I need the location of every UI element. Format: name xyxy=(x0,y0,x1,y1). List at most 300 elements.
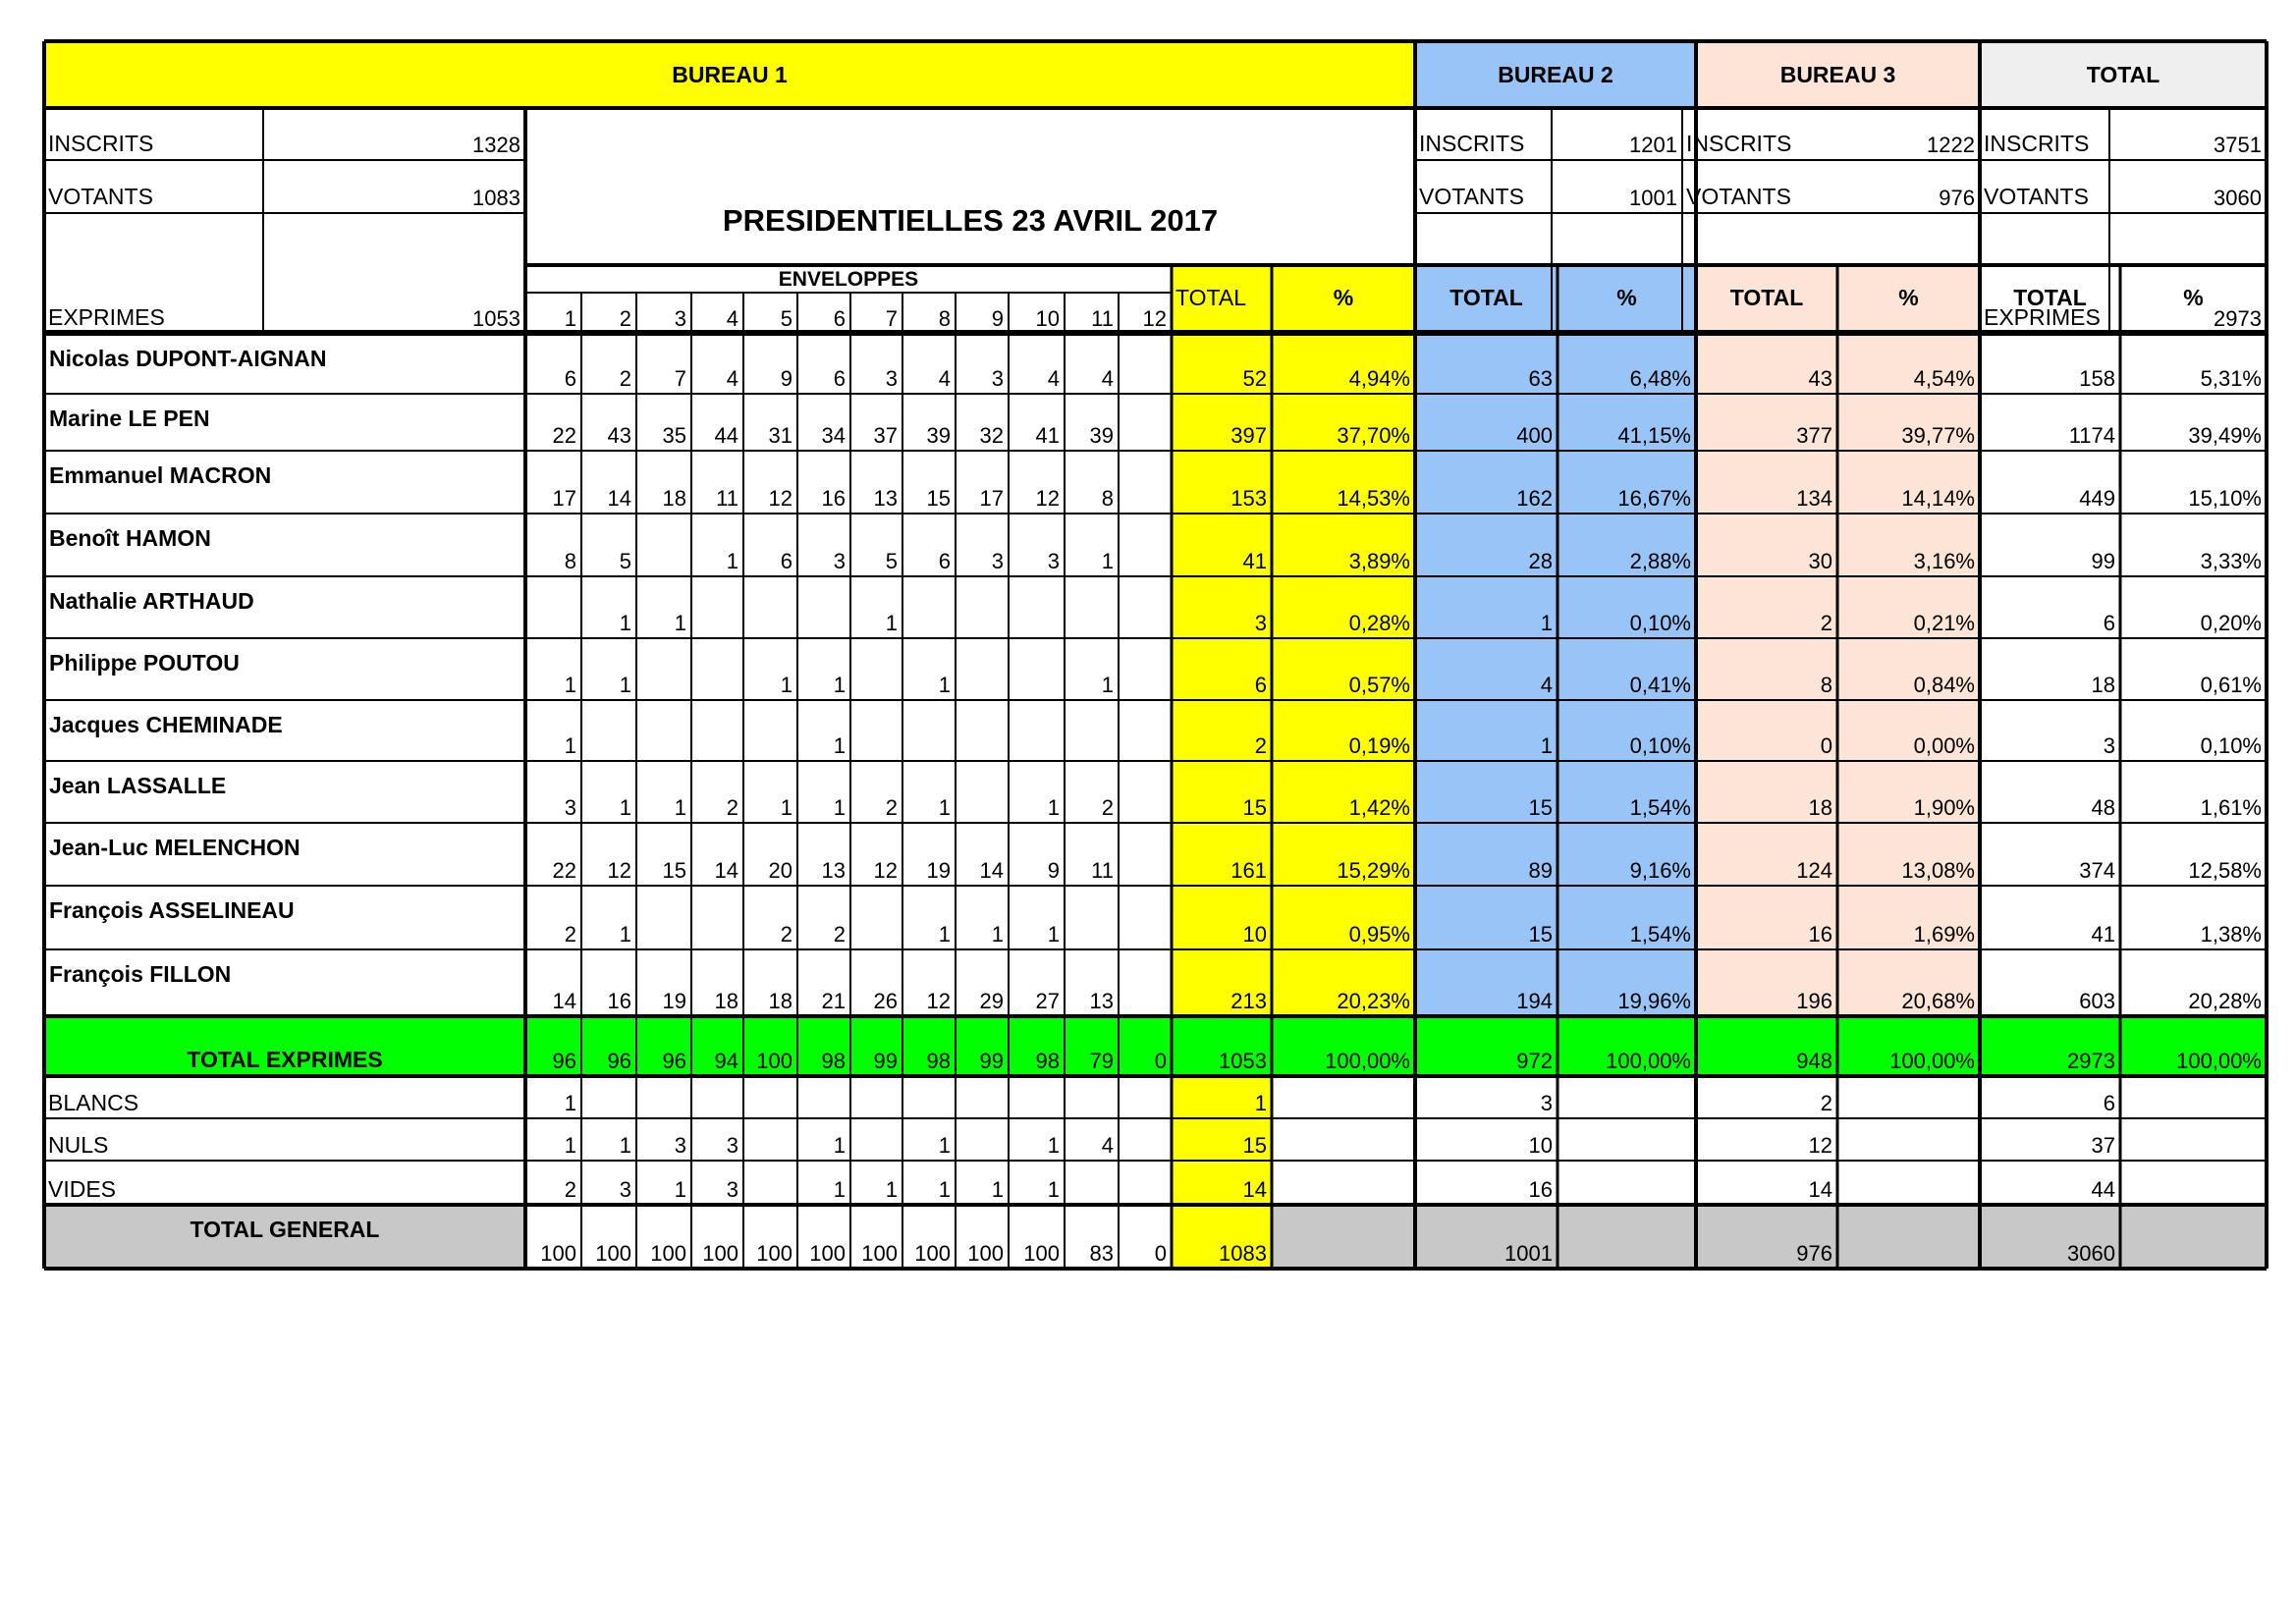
envelope-count xyxy=(743,1118,797,1161)
envelope-count: 1 xyxy=(1101,549,1114,573)
total-cell: 43 xyxy=(1696,334,1837,394)
envelope-count: 1 xyxy=(619,611,631,635)
total-cell: 1083 xyxy=(1172,1205,1272,1269)
envelope-count xyxy=(636,638,691,700)
total-cell: 8 xyxy=(1696,638,1837,700)
envelope-count: 12 xyxy=(768,486,793,511)
percent-cell: 41,15% xyxy=(1558,394,1696,451)
envelope-count: 39 xyxy=(926,423,951,448)
envelope-count xyxy=(1009,700,1065,761)
total-cell: 196 xyxy=(1696,949,1837,1016)
envelope-count: 19 xyxy=(926,858,951,883)
total-cell: 15 xyxy=(1415,886,1558,949)
candidate-name: Philippe POUTOU xyxy=(49,650,240,676)
percent-cell: 20,23% xyxy=(1272,949,1415,1016)
percent-cell: 0,28% xyxy=(1272,576,1415,638)
envelope-count: 31 xyxy=(768,423,793,448)
total-cell: 15 xyxy=(1172,761,1272,823)
percent-cell: 100,00% xyxy=(1558,1016,1696,1076)
percent-cell xyxy=(1558,1118,1696,1161)
percent-cell: 1,54% xyxy=(1558,761,1696,823)
total-cell: 28 xyxy=(1415,514,1558,576)
envelope-count: 3 xyxy=(726,1177,738,1202)
envelope-count: 19 xyxy=(662,989,686,1013)
envelope-count: 26 xyxy=(873,989,898,1013)
percent-cell: 0,61% xyxy=(2200,673,2262,697)
envelope-count: 99 xyxy=(850,1016,902,1076)
total-cell: 213 xyxy=(1172,949,1272,1016)
envelope-count: 100 xyxy=(809,1241,846,1266)
total-cell: 449 xyxy=(2079,486,2115,511)
envelope-count xyxy=(956,700,1009,761)
envelope-count: 15 xyxy=(662,858,686,883)
envelope-count: 4 xyxy=(726,366,738,391)
envelope-count: 14 xyxy=(979,858,1004,883)
percent-cell xyxy=(2120,1076,2267,1118)
candidate-name: François FILLON xyxy=(49,961,232,987)
percent-cell: 6,48% xyxy=(1558,334,1696,394)
envelope-count: 100 xyxy=(861,1241,898,1266)
total-cell: 15 xyxy=(1415,761,1558,823)
envelope-count xyxy=(902,576,956,638)
percent-column-header: % xyxy=(2183,285,2204,310)
total-cell: 16 xyxy=(1696,886,1837,949)
stat-label: VOTANTS xyxy=(1984,184,2089,209)
total-cell: 603 xyxy=(2079,989,2115,1013)
percent-cell: 0,95% xyxy=(1272,886,1415,949)
envelope-count xyxy=(850,1076,902,1118)
envelope-count xyxy=(902,700,956,761)
envelope-count: 1 xyxy=(938,1177,951,1202)
envelope-count: 2 xyxy=(564,922,576,947)
stat-value: 1001 xyxy=(1629,186,1677,210)
envelope-count: 1 xyxy=(1047,1133,1060,1158)
envelope-count: 16 xyxy=(821,486,846,511)
envelope-count: 39 xyxy=(1089,423,1114,448)
stat-label: VOTANTS xyxy=(1686,184,1791,209)
envelope-count: 6 xyxy=(938,549,951,573)
envelope-count: 17 xyxy=(552,486,576,511)
envelope-count: 32 xyxy=(979,423,1004,448)
envelope-count xyxy=(956,576,1009,638)
stat-value: 2973 xyxy=(2214,306,2262,331)
envelope-count: 1 xyxy=(938,1133,951,1158)
envelope-count xyxy=(691,576,743,638)
envelope-count: 9 xyxy=(780,366,793,391)
bureau-2-header: BUREAU 2 xyxy=(1415,41,1696,108)
envelope-count: 100 xyxy=(756,1241,793,1266)
percent-cell: 100,00% xyxy=(2120,1016,2267,1076)
envelope-count: 1 xyxy=(991,1177,1004,1202)
total-cell: 161 xyxy=(1172,823,1272,886)
row-label: VIDES xyxy=(48,1176,117,1202)
envelope-count xyxy=(1119,394,1172,451)
envelope-count: 100 xyxy=(967,1241,1004,1266)
total-cell: 976 xyxy=(1696,1205,1837,1269)
envelope-number: 11 xyxy=(1091,306,1114,331)
total-column-header: TOTAL xyxy=(1172,267,1272,334)
total-cell: 1 xyxy=(1415,700,1558,761)
envelope-count: 100 xyxy=(702,1241,738,1266)
total-cell: 16 xyxy=(1415,1161,1558,1205)
total-cell: 18 xyxy=(2091,673,2115,697)
percent-cell: 1,38% xyxy=(2200,922,2262,947)
envelope-count: 16 xyxy=(607,989,631,1013)
envelope-count xyxy=(956,1118,1009,1161)
envelope-count: 1 xyxy=(674,611,686,635)
percent-cell: 1,42% xyxy=(1272,761,1415,823)
envelope-count: 3 xyxy=(619,1177,631,1202)
envelope-count: 1 xyxy=(885,611,898,635)
stat-label: EXPRIMES xyxy=(1984,304,2101,330)
percent-cell xyxy=(1837,1076,1980,1118)
candidate-name: Nicolas DUPONT-AIGNAN xyxy=(49,346,327,371)
percent-cell xyxy=(1272,1118,1415,1161)
envelope-count: 100 xyxy=(595,1241,631,1266)
envelope-count: 100 xyxy=(743,1016,797,1076)
envelope-count xyxy=(1119,638,1172,700)
envelope-count: 96 xyxy=(581,1016,636,1076)
envelope-count xyxy=(1009,1076,1065,1118)
envelope-count: 5 xyxy=(885,549,898,573)
stat-value: 3751 xyxy=(2214,133,2262,157)
envelope-number: 5 xyxy=(780,306,793,331)
envelope-count: 4 xyxy=(938,366,951,391)
envelope-count: 34 xyxy=(821,423,846,448)
envelope-count: 6 xyxy=(564,366,576,391)
envelope-count: 1 xyxy=(780,795,793,820)
total-cell: 397 xyxy=(1172,394,1272,451)
envelope-count: 98 xyxy=(1009,1016,1065,1076)
envelope-count: 1 xyxy=(833,795,846,820)
envelope-count: 18 xyxy=(768,989,793,1013)
envelope-count xyxy=(743,576,797,638)
percent-cell: 0,00% xyxy=(1837,700,1980,761)
candidate-name: Emmanuel MACRON xyxy=(49,462,272,488)
envelope-count xyxy=(1009,576,1065,638)
total-cell: 6 xyxy=(2103,1091,2115,1115)
percent-cell: 9,16% xyxy=(1558,823,1696,886)
envelope-count: 44 xyxy=(714,423,738,448)
stat-label: INSCRITS xyxy=(1419,131,1525,156)
percent-cell: 16,67% xyxy=(1558,451,1696,514)
percent-cell: 3,89% xyxy=(1272,514,1415,576)
envelope-count xyxy=(797,576,850,638)
envelope-count: 5 xyxy=(619,549,631,573)
envelope-count: 11 xyxy=(1091,858,1114,883)
envelope-count xyxy=(1119,1076,1172,1118)
total-cell: 52 xyxy=(1172,334,1272,394)
total-cell: 194 xyxy=(1415,949,1558,1016)
stat-value: 1201 xyxy=(1629,133,1677,157)
envelope-count: 1 xyxy=(938,673,951,697)
envelope-count xyxy=(1119,576,1172,638)
candidate-name: François ASSELINEAU xyxy=(49,897,295,923)
envelope-count: 1 xyxy=(674,1177,686,1202)
percent-cell: 19,96% xyxy=(1558,949,1696,1016)
percent-column-header: % xyxy=(1272,267,1415,334)
envelope-count xyxy=(636,700,691,761)
total-cell: 41 xyxy=(1172,514,1272,576)
envelope-count xyxy=(636,886,691,949)
row-label: NULS xyxy=(48,1132,109,1158)
envelope-count: 6 xyxy=(833,366,846,391)
envelope-count: 1 xyxy=(938,922,951,947)
envelope-count: 2 xyxy=(885,795,898,820)
bureau-1-header: BUREAU 1 xyxy=(44,41,1415,108)
envelope-number: 2 xyxy=(619,306,631,331)
total-cell: 3060 xyxy=(1980,1205,2120,1269)
envelope-count: 1 xyxy=(885,1177,898,1202)
envelope-count: 37 xyxy=(873,423,898,448)
total-cell: 153 xyxy=(1172,451,1272,514)
total-column-header: TOTAL xyxy=(2013,285,2087,310)
total-cell: 37 xyxy=(2091,1133,2115,1158)
percent-cell: 13,08% xyxy=(1837,823,1980,886)
percent-cell: 20,28% xyxy=(2188,989,2262,1013)
total-header: TOTAL xyxy=(1980,41,2267,108)
candidate-name: Marine LE PEN xyxy=(49,406,210,431)
total-cell: 1174 xyxy=(2068,423,2115,448)
envelope-count: 18 xyxy=(662,486,686,511)
percent-cell: 0,10% xyxy=(2200,733,2262,758)
total-cell: 162 xyxy=(1415,451,1558,514)
envelope-count: 27 xyxy=(1035,989,1060,1013)
envelope-count xyxy=(1119,1161,1172,1205)
total-cell: 4 xyxy=(1415,638,1558,700)
percent-cell xyxy=(1558,1161,1696,1205)
total-cell: 14 xyxy=(1172,1161,1272,1205)
envelope-count: 3 xyxy=(564,795,576,820)
total-cell: 374 xyxy=(2079,858,2115,883)
percent-cell xyxy=(2120,1161,2267,1205)
stat-value: 1328 xyxy=(472,133,520,157)
percent-cell: 39,49% xyxy=(2188,423,2262,448)
stat-label: INSCRITS xyxy=(48,131,154,156)
total-cell: 972 xyxy=(1415,1016,1558,1076)
percent-cell: 15,29% xyxy=(1272,823,1415,886)
total-cell: 41 xyxy=(2091,922,2115,947)
envelope-count: 4 xyxy=(1047,366,1060,391)
percent-cell xyxy=(1272,1161,1415,1205)
envelope-count: 94 xyxy=(691,1016,743,1076)
percent-cell: 3,33% xyxy=(2200,549,2262,573)
total-cell: 3 xyxy=(1172,576,1272,638)
envelope-count: 12 xyxy=(926,989,951,1013)
envelope-count: 98 xyxy=(797,1016,850,1076)
envelope-count: 35 xyxy=(662,423,686,448)
envelope-count: 83 xyxy=(1089,1241,1114,1266)
percent-column-header: % xyxy=(1837,267,1980,334)
envelope-count: 17 xyxy=(979,486,1004,511)
total-cell: 2 xyxy=(1172,700,1272,761)
envelope-count xyxy=(956,638,1009,700)
envelope-count: 1 xyxy=(1047,1177,1060,1202)
percent-cell: 0,41% xyxy=(1558,638,1696,700)
percent-cell: 4,54% xyxy=(1837,334,1980,394)
envelope-count xyxy=(1119,823,1172,886)
stat-label: EXPRIMES xyxy=(48,304,165,330)
envelope-count: 12 xyxy=(873,858,898,883)
percent-cell: 14,14% xyxy=(1837,451,1980,514)
total-cell: 158 xyxy=(2079,366,2115,391)
envelope-count xyxy=(1119,514,1172,576)
envelope-count: 1 xyxy=(726,549,738,573)
envelope-count: 8 xyxy=(564,549,576,573)
envelope-count xyxy=(1119,334,1172,394)
envelope-count: 1 xyxy=(619,1133,631,1158)
envelope-count: 1 xyxy=(564,1091,576,1115)
total-cell: 1053 xyxy=(1172,1016,1272,1076)
envelope-count xyxy=(797,1076,850,1118)
percent-cell: 100,00% xyxy=(1272,1016,1415,1076)
envelope-count: 12 xyxy=(607,858,631,883)
envelope-count xyxy=(636,514,691,576)
total-cell: 48 xyxy=(2091,795,2115,820)
envelope-count xyxy=(581,1076,636,1118)
total-exprimes-label: TOTAL EXPRIMES xyxy=(44,1016,525,1076)
total-cell: 10 xyxy=(1415,1118,1558,1161)
envelope-number: 6 xyxy=(833,306,846,331)
envelope-count: 1 xyxy=(1047,922,1060,947)
envelope-count: 2 xyxy=(564,1177,576,1202)
total-cell: 1001 xyxy=(1415,1205,1558,1269)
envelope-count xyxy=(691,1076,743,1118)
envelope-count: 7 xyxy=(674,366,686,391)
envelope-count: 100 xyxy=(650,1241,686,1266)
percent-cell: 0,10% xyxy=(1558,576,1696,638)
envelope-count: 0 xyxy=(1154,1241,1167,1266)
envelope-count: 98 xyxy=(902,1016,956,1076)
total-cell: 124 xyxy=(1696,823,1837,886)
envelope-number: 1 xyxy=(564,306,576,331)
percent-cell: 5,31% xyxy=(2200,366,2262,391)
percent-cell: 0,20% xyxy=(2200,611,2262,635)
percent-cell xyxy=(1558,1076,1696,1118)
envelope-count: 4 xyxy=(1101,1133,1114,1158)
envelope-count xyxy=(850,886,902,949)
envelope-count: 1 xyxy=(619,922,631,947)
envelope-count xyxy=(956,1076,1009,1118)
envelope-count: 13 xyxy=(1089,989,1114,1013)
envelope-count xyxy=(1065,1161,1119,1205)
envelope-count: 1 xyxy=(564,673,576,697)
percent-cell: 1,90% xyxy=(1837,761,1980,823)
envelope-count: 1 xyxy=(833,733,846,758)
percent-cell: 37,70% xyxy=(1272,394,1415,451)
envelope-count: 12 xyxy=(1035,486,1060,511)
envelope-count: 79 xyxy=(1065,1016,1119,1076)
total-cell: 6 xyxy=(2103,611,2115,635)
envelope-number: 4 xyxy=(726,306,738,331)
envelope-count: 3 xyxy=(833,549,846,573)
stat-value: 1222 xyxy=(1927,133,1975,157)
envelope-count: 8 xyxy=(1101,486,1114,511)
envelope-count xyxy=(1119,1118,1172,1161)
envelope-count xyxy=(956,761,1009,823)
percent-cell xyxy=(1272,1076,1415,1118)
percent-cell: 12,58% xyxy=(2188,858,2262,883)
percent-cell: 20,68% xyxy=(1837,949,1980,1016)
envelope-count xyxy=(743,1076,797,1118)
envelope-count: 20 xyxy=(768,858,793,883)
envelope-count: 2 xyxy=(833,922,846,947)
envelope-count: 3 xyxy=(674,1133,686,1158)
envelope-count xyxy=(1119,700,1172,761)
envelope-count xyxy=(743,700,797,761)
envelope-count: 2 xyxy=(726,795,738,820)
envelope-count: 99 xyxy=(956,1016,1009,1076)
percent-cell: 1,61% xyxy=(2200,795,2262,820)
total-cell: 0 xyxy=(1696,700,1837,761)
percent-cell: 0,57% xyxy=(1272,638,1415,700)
percent-cell: 0,19% xyxy=(1272,700,1415,761)
total-cell: 30 xyxy=(1696,514,1837,576)
row-label: BLANCS xyxy=(48,1090,139,1115)
envelope-count: 13 xyxy=(821,858,846,883)
envelope-count xyxy=(1065,886,1119,949)
envelope-count xyxy=(1065,576,1119,638)
stat-label: INSCRITS xyxy=(1686,131,1792,156)
envelope-count: 14 xyxy=(714,858,738,883)
envelope-number: 9 xyxy=(991,306,1004,331)
envelope-count: 2 xyxy=(1101,795,1114,820)
percent-cell: 100,00% xyxy=(1837,1016,1980,1076)
envelope-count: 6 xyxy=(780,549,793,573)
percent-cell: 0,84% xyxy=(1837,638,1980,700)
envelope-count: 43 xyxy=(607,423,631,448)
page-title: PRESIDENTIELLES 23 AVRIL 2017 xyxy=(722,203,1219,238)
envelope-count: 1 xyxy=(833,1133,846,1158)
envelope-count xyxy=(691,638,743,700)
percent-cell xyxy=(1837,1118,1980,1161)
percent-cell: 15,10% xyxy=(2188,486,2262,511)
candidate-name: Benoît HAMON xyxy=(49,525,211,551)
envelope-count: 1 xyxy=(833,1177,846,1202)
total-cell: 134 xyxy=(1696,451,1837,514)
envelope-number: 12 xyxy=(1142,306,1167,331)
percent-cell: 2,88% xyxy=(1558,514,1696,576)
envelope-count xyxy=(1065,1076,1119,1118)
envelope-count: 2 xyxy=(780,922,793,947)
envelope-count xyxy=(581,700,636,761)
candidate-name: Jean-Luc MELENCHON xyxy=(49,835,301,860)
percent-cell: 0,21% xyxy=(1837,576,1980,638)
total-cell: 12 xyxy=(1696,1118,1837,1161)
total-cell: 6 xyxy=(1172,638,1272,700)
envelope-count xyxy=(636,1076,691,1118)
total-cell: 2 xyxy=(1696,576,1837,638)
envelope-count: 21 xyxy=(821,989,846,1013)
envelope-count xyxy=(743,1161,797,1205)
total-cell: 3 xyxy=(2103,733,2115,758)
candidate-name: Nathalie ARTHAUD xyxy=(49,588,254,614)
envelope-count: 1 xyxy=(780,673,793,697)
candidate-name: Jacques CHEMINADE xyxy=(49,712,283,737)
total-column-header: TOTAL xyxy=(1415,267,1558,334)
percent-cell xyxy=(2120,1118,2267,1161)
envelope-count: 3 xyxy=(1047,549,1060,573)
envelope-count xyxy=(691,700,743,761)
envelope-count: 96 xyxy=(525,1016,581,1076)
stat-value: 1053 xyxy=(472,306,520,331)
envelope-count: 11 xyxy=(716,486,738,511)
stat-value: 976 xyxy=(1939,186,1975,210)
envelope-count: 3 xyxy=(885,366,898,391)
envelope-count: 1 xyxy=(1047,795,1060,820)
envelope-count: 96 xyxy=(636,1016,691,1076)
envelope-count: 1 xyxy=(991,922,1004,947)
